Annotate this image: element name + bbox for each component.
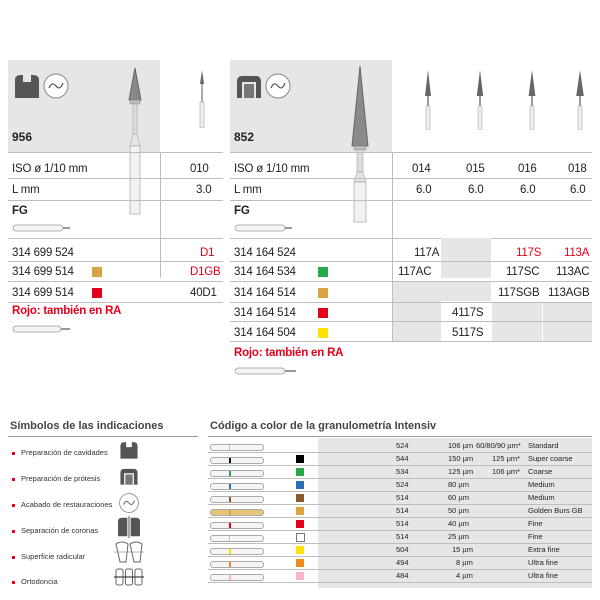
left-note: Rojo: también en RA: [12, 305, 122, 317]
grit-um: 15 µm: [452, 545, 473, 554]
grit-name: Golden Burs GB: [528, 506, 583, 515]
grit-name: Ultra fine: [528, 558, 559, 567]
right-row-2-cell-2: 117SGB: [498, 287, 540, 299]
grit-row: [210, 571, 590, 582]
symbol-item: [12, 474, 100, 483]
grit-tool-icon: [210, 483, 264, 490]
grit-tool-icon: [210, 535, 264, 542]
grit-tool-icon: [210, 457, 264, 464]
symbol-label: Separación de coronas: [21, 526, 99, 535]
bur-852-014-drawing: [422, 68, 434, 135]
right-l-value-3: 6.0: [570, 184, 586, 196]
symbol-label: Ortodoncia: [21, 577, 58, 586]
right-l-value-0: 6.0: [416, 184, 432, 196]
grit-um: 60 µm: [448, 493, 469, 502]
left-l-value: 3.0: [196, 184, 212, 196]
right-iso-value-2: 016: [518, 163, 537, 175]
right-row-2-swatch: [318, 288, 328, 298]
grit-title: Código a color de la granulometría Intensiv: [210, 420, 437, 432]
grit-tool-icon: [210, 574, 264, 581]
grit-name: Coarse: [528, 467, 553, 476]
left-fg-shank-icon: [12, 221, 72, 239]
grit-row: [210, 480, 590, 491]
left-row-2-value: 40D1: [190, 287, 217, 299]
grit-um: 80 µm: [448, 480, 469, 489]
grit-name: Fine: [528, 532, 543, 541]
left-ref-number: 956: [12, 130, 33, 144]
grit-tool-icon: [210, 522, 264, 529]
left-row-0-value: D1: [200, 247, 215, 259]
cavity-preparation-icon: [12, 72, 42, 105]
grit-row: [210, 519, 590, 530]
grit-tool-icon: [210, 470, 264, 477]
grit-row: [210, 532, 590, 543]
grit-name: Fine: [528, 519, 543, 528]
right-row-1-swatch: [318, 267, 328, 277]
grit-tool-icon: [210, 561, 264, 568]
right-row-2-cell-3: 113AGB: [548, 287, 590, 299]
right-cell-shade: [441, 281, 491, 301]
grit-code: 484: [396, 571, 409, 580]
grit-code: 524: [396, 441, 409, 450]
grit-tool-icon: [210, 509, 264, 516]
left-row-1-value: D1GB: [190, 266, 221, 278]
brand-logo: [42, 72, 70, 105]
orthodontics-icon: [114, 566, 144, 593]
grit-code: 504: [396, 545, 409, 554]
right-row-0-cell-0: 117A: [414, 247, 440, 259]
right-row-4-swatch: [318, 328, 328, 338]
right-iso-value-1: 015: [466, 163, 485, 175]
right-row-1-cell-3: 113AC: [556, 266, 590, 278]
symbol-label: Superficie radicular: [21, 552, 86, 561]
right-row-3-swatch: [318, 308, 328, 318]
grit-name: Medium: [528, 493, 555, 502]
grit-code: 514: [396, 532, 409, 541]
left-iso-label: ISO ø 1/10 mm: [12, 163, 88, 175]
right-row-0-cell-3: 113A: [564, 247, 590, 259]
restoration-finishing-icon: [118, 492, 140, 519]
right-cell-shade: [392, 281, 441, 341]
bur-956-large-drawing: [118, 66, 152, 221]
grit-um: 50 µm: [448, 506, 469, 515]
grit-code: 534: [396, 467, 409, 476]
right-fg-shank-icon: [234, 221, 294, 239]
grit-tool-icon: [210, 444, 264, 451]
grit-row: [210, 441, 590, 452]
grit-row: [210, 493, 590, 504]
right-ra-shank-icon: [234, 364, 298, 382]
prosthesis-preparation-icon: [234, 72, 264, 105]
symbol-item: [12, 552, 85, 561]
left-l-label: L mm: [12, 184, 40, 196]
left-fg-label: FG: [12, 205, 28, 217]
left-iso-value: 010: [190, 163, 209, 175]
grit-extra: 125 µm*: [492, 454, 521, 463]
grit-code: 514: [396, 519, 409, 528]
grit-um: 40 µm: [448, 519, 469, 528]
crown-separation-icon: [116, 516, 142, 543]
symbol-item: [12, 448, 108, 457]
brand-logo-right: [264, 72, 292, 105]
symbol-item: [12, 526, 98, 535]
right-row-4-cell-1: 5117S: [452, 327, 484, 339]
grit-um: 4 µm: [456, 571, 473, 580]
grit-extra: 60/80/90 µm*: [476, 441, 521, 450]
left-row-1-swatch: [92, 267, 102, 277]
grit-um: 106 µm: [448, 441, 474, 450]
right-cell-shade: [441, 238, 491, 278]
bur-852-large-drawing: [340, 64, 380, 229]
grit-um: 25 µm: [448, 532, 469, 541]
symbol-label: Acabado de restauraciones: [21, 500, 113, 509]
right-fg-label: FG: [234, 205, 250, 217]
right-l-value-2: 6.0: [520, 184, 536, 196]
left-row-2-code: 314 699 514: [12, 287, 74, 299]
symbol-label: Preparación de prótesis: [21, 474, 101, 483]
grit-code: 524: [396, 480, 409, 489]
right-row-0-code: 314 164 524: [234, 247, 296, 259]
grit-name: Standard: [528, 441, 559, 450]
symbol-item: [12, 500, 112, 509]
left-row-1-code: 314 699 514: [12, 266, 74, 278]
grit-row: [210, 545, 590, 556]
right-l-label: L mm: [234, 184, 262, 196]
bur-956-small-drawing: [196, 68, 208, 133]
grit-um: 125 µm: [448, 467, 474, 476]
right-row-2-code: 314 164 514: [234, 287, 296, 299]
left-white-column: [160, 60, 223, 152]
right-iso-value-3: 018: [568, 163, 587, 175]
prosthesis-preparation-icon: [118, 466, 140, 491]
right-row-1-cell-2: 117SC: [506, 266, 540, 278]
right-row-4-code: 314 164 504: [234, 327, 296, 339]
grit-tool-icon: [210, 496, 264, 503]
right-iso-label: ISO ø 1/10 mm: [234, 163, 310, 175]
symbol-item: [12, 577, 58, 586]
right-row-3-code: 314 164 514: [234, 307, 296, 319]
bur-852-016-drawing: [526, 68, 538, 135]
grit-extra: 106 µm*: [492, 467, 521, 476]
grit-row: [210, 506, 590, 517]
grit-code: 494: [396, 558, 409, 567]
grit-code: 514: [396, 493, 409, 502]
grit-tool-icon: [210, 548, 264, 555]
right-row-3-cell-1: 4117S: [452, 307, 484, 319]
right-ref-number: 852: [234, 130, 255, 144]
grit-um: 8 µm: [456, 558, 473, 567]
grit-name: Medium: [528, 480, 555, 489]
left-ra-shank-icon: [12, 322, 72, 340]
bur-852-018-drawing: [574, 68, 586, 135]
right-iso-value-0: 014: [412, 163, 431, 175]
right-row-0-cell-2: 117S: [516, 247, 542, 259]
bur-852-015-drawing: [474, 68, 486, 135]
grit-code: 514: [396, 506, 409, 515]
grit-um: 150 µm: [448, 454, 474, 463]
grit-row: [210, 558, 590, 569]
root-surface-icon: [114, 540, 144, 569]
symbol-label: Preparación de cavidades: [21, 448, 108, 457]
grit-name: Extra fine: [528, 545, 560, 554]
left-row-2-swatch: [92, 288, 102, 298]
cavity-preparation-icon: [118, 440, 140, 465]
grit-name: Super coarse: [528, 454, 573, 463]
right-l-value-1: 6.0: [468, 184, 484, 196]
grit-code: 544: [396, 454, 409, 463]
grit-row: [210, 454, 590, 465]
right-note: Rojo: también en RA: [234, 347, 344, 359]
left-row-0-code: 314 699 524: [12, 247, 74, 259]
right-row-1-cell-0: 117AC: [398, 266, 432, 278]
symbols-title: Símbolos de las indicaciones: [10, 420, 164, 432]
grit-row: [210, 467, 590, 478]
right-row-1-code: 314 164 534: [234, 266, 296, 278]
grit-name: Ultra fine: [528, 571, 559, 580]
